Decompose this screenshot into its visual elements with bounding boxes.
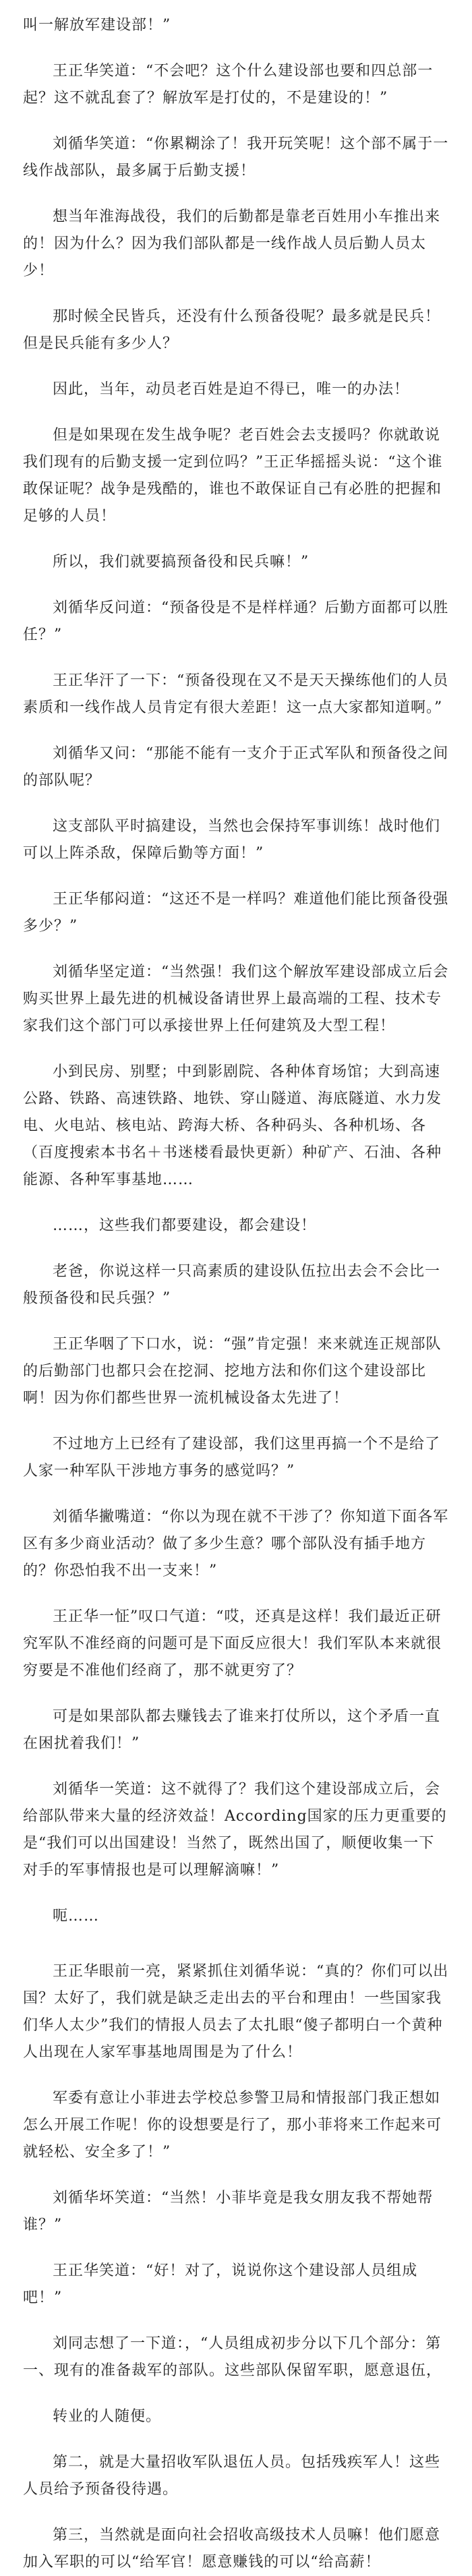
paragraph-19: 不过地方上已经有了建设部，我们这里再搞一个不是给了人家一种军队干涉地方事务的感觉吗？”	[23, 1436, 441, 1480]
paragraph-20: 刘循华撇嘴道：“你以为现在就不干涉了？你知道下面各军区有多少商业活动？做了多少生意？哪个部队没有插手地方的？你恐怕我不出一支来！”	[23, 1509, 449, 1579]
paragraph-18: 王正华咽了下口水，说：“强”肯定强！来来就连正规部队的后勤部门也都只会在挖洞、挖地方法和你们这个建设部比啊！因为你们都些世界一流机械设备太先进了！	[23, 1336, 442, 1407]
paragraph-5: 那时候全民皆兵，还没有什么预备役呢？最多就是民兵！但是民兵能有多少人？	[23, 308, 441, 352]
paragraph-8: 所以，我们就要搞预备役和民兵嘛！”	[53, 554, 309, 570]
paragraph-9: 刘循华反问道：“预备役是不是样样通？后勤方面都可以胜任？”	[23, 599, 449, 643]
paragraph-23: 刘循华一笑道：这不就得了？我们这个建设部成立后，会给部队带来大量的经济效益！According国家的压力更重要的是“我们可以出国建设！当然了，既然出国了，顺便收集一下对手的军事情报也是可以理解滴嘛！”	[23, 1781, 447, 1879]
paragraph-30: 转业的人随便。	[53, 2408, 162, 2425]
paragraph-27: 刘循华坏笑道：“当然！小菲毕竟是我女朋友我不帮她帮谁？”	[23, 2190, 434, 2233]
paragraph-22: 可是如果部队都去赚钱去了谁来打仗所以，这个矛盾一直在困扰着我们！”	[23, 1708, 441, 1752]
paragraph-21: 王正华一怔”叹口气道：“哎，还真是这样！我们最近正研究军队不准经商的问题可是下面反应很大！我们军队本来就很穷要是不准他们经商了，那不就更穷了？	[23, 1608, 442, 1679]
paragraph-14: 刘循华坚定道：“当然强！我们这个解放军建设部成立后会购买世界上最先进的机械设备请世界上最高端的工程、技术专家我们这个部门可以承接世界上任何建筑及大型工程！	[23, 964, 449, 1034]
paragraph-16: ……，这些我们都要建设，都会建设！	[53, 1217, 317, 1234]
paragraph-15: 小到民房、别墅；中到影剧院、各种体育场馆；大到高速公路、铁路、高速铁路、地铁、穿山隧道、海底隧道、水力发电、火电站、核电站、跨海大桥、各种码头、各种机场、各（百度搜索本书名＋书迷楼看最快更新）种矿产、石油、各种能源、各种军事基地……	[23, 1063, 442, 1188]
paragraph-25: 王正华眼前一亮，紧紧抓住刘循华说：“真的？你们可以出国？太好了，我们就是缺乏走出去的平台和理由！一些国家我们华人太少”我们的情报人员去了太扎眼“傻子都明白一个黄种人出现在人家军事基地周围是为了什么！	[23, 1963, 449, 2061]
paragraph-31: 第二，就是大量招收军队退伍人员。包括残疾军人！这些人员给予预备役待遇。	[23, 2454, 441, 2498]
paragraph-7: 但是如果现在发生战争呢？老百姓会去支援吗？你就敢说我们现有的后勤支援一定到位吗？”王正华摇摇头说：“这个谁敢保证呢？战争是残酷的，谁也不敢保证自己有必胜的把握和足够的人员！	[23, 427, 443, 525]
paragraph-4: 想当年淮海战役，我们的后勤都是靠老百姓用小车推出来的！因为什么？因为我们部队都是一线作战人员后勤人员太少！	[23, 208, 441, 279]
paragraph-13: 王正华郁闷道：“这还不是一样吗？难道他们能比预备役强多少？”	[23, 891, 449, 935]
paragraph-10: 王正华汗了一下：“预备役现在又不是天天操练他们的人员素质和一线作战人员肯定有很大差距！这一点大家都知道啊。”	[23, 672, 449, 716]
paragraph-2: 王正华笑道：“不会吧？这个什么建设部也要和四总部一起？这不就乱套了？解放军是打仗的，不是建设的！”	[23, 63, 434, 107]
paragraph-6: 因此，当年，动员老百姓是迫不得已，唯一的办法！	[53, 381, 410, 398]
paragraph-17: 老爸，你说这样一只高素质的建设队伍拉出去会不会比一般预备役和民兵强？”	[23, 1263, 441, 1307]
paragraph-28: 王正华笑道：“好！对了，说说你这个建设部人员组成吧！”	[23, 2262, 418, 2306]
paragraph-26: 军委有意让小菲进去学校总参警卫局和情报部门我正想如怎么开展工作呢！你的设想要是行了，那小菲将来工作起来可就轻松、安全多了！”	[23, 2090, 442, 2161]
paragraph-11: 刘循华又问：“那能不能有一支介于正式军队和预备役之间的部队呢？	[23, 745, 449, 789]
paragraph-3: 刘循华笑道：“你累糊涂了！我开玩笑呢！这个部不属于一线作战部队，最多属于后勤支援！	[23, 136, 449, 179]
paragraph-24: 呃……	[53, 1908, 100, 1925]
paragraph-1: 叫一解放军建设部！”	[23, 17, 171, 34]
paragraph-32: 第三，当然就是面向社会招收高级技术人员嘛！他们愿意加入军职的可以“给军官！愿意赚钱的可以“给高薪！	[23, 2527, 441, 2571]
paragraph-29: 刘同志想了一下道：，“人员组成初步分以下几个部分：第一、现有的准备裁军的部队。这些部队保留军职，愿意退伍，	[23, 2335, 442, 2379]
paragraph-12: 这支部队平时搞建设，当然也会保持军事训练！战时他们可以上阵杀敌，保障后勤等方面！”	[23, 818, 441, 862]
